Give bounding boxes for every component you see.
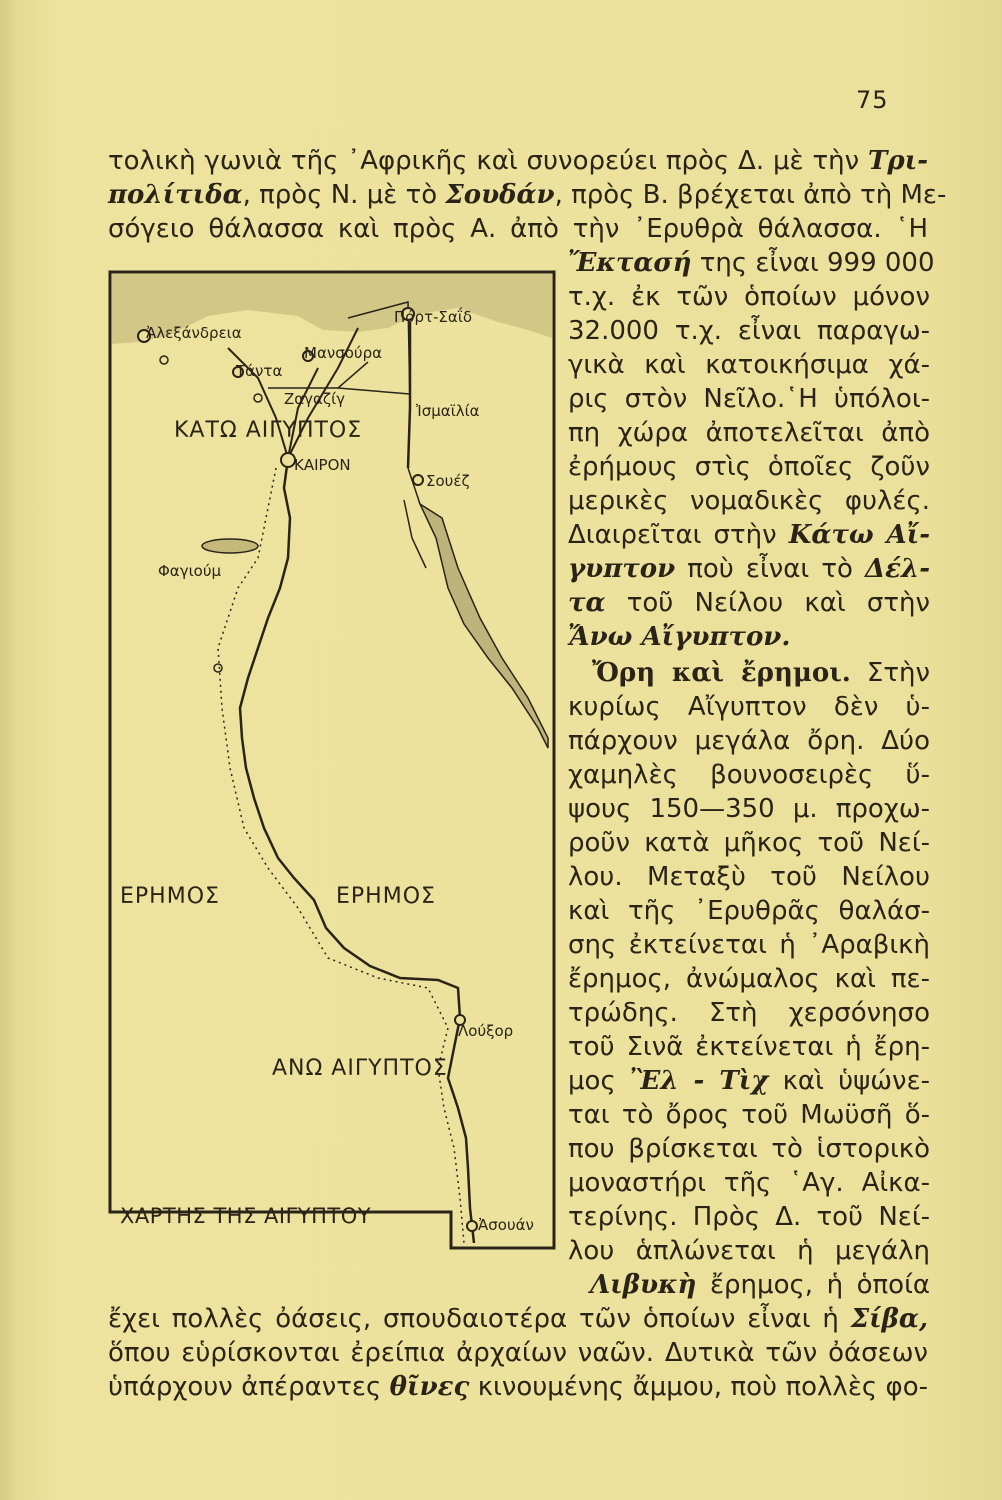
map-label-western-desert: ΕΡΗΜΟΣ [120,884,220,909]
text-line: τερίνης. Πρὸς Δ. τοῦ Νεί- [568,1202,930,1232]
map-label-fayoum: Φαγιούμ [158,562,222,580]
map-label-port-said: Πόρτ-Σαΐδ [394,308,473,326]
emphasis-term: Σίβα, [850,1304,928,1334]
map-label-upper-egypt: ΑΝΩ ΑΙΓΥΠΤΟΣ [272,1056,448,1081]
emphasis-term: Ἔκτασή [568,248,692,278]
map-label-eastern-desert: ΕΡΗΜΟΣ [336,884,436,909]
town-marker [160,356,168,364]
text-line: ἔρημος, ἀνώμαλος καὶ πε- [568,964,930,994]
text-span: τοῦ Νείλου καὶ στὴν [605,588,930,618]
text-line: ρις στὸν Νεῖλο.῾Η ὑπόλοι- [568,384,930,414]
cairo-marker [281,453,295,467]
aswan-marker [467,1221,477,1231]
text-line: σης ἐκτείνεται ἡ ᾿Αραβικὴ [568,930,930,960]
text-line: μερικὲς νομαδικὲς φυλές. [568,486,930,516]
text-span: σόγειο θάλασσα καὶ πρὸς Α. ἀπὸ τὴν ᾿Ερυθρὰ θάλασσα. ῾Η [108,214,928,244]
text-line [568,588,930,618]
emphasis-term: Κάτω Αἴ- [788,520,930,550]
cultivated-boundary [218,468,464,1243]
map-label-luxor: Λούξορ [458,1022,514,1040]
text-span: κινουμένης ἄμμου, ποὺ πολλὲς φο- [469,1372,928,1402]
text-span: , πρὸς Β. βρέχεται ἀπὸ τὴ Με- [554,180,947,210]
egypt-map [108,268,560,1256]
emphasis-term: Σουδάν [445,180,555,210]
map-label-tanta: Τάντα [236,362,283,380]
text-line [108,214,928,244]
text-line: γικὰ καὶ κατοικήσιμα χά- [568,350,930,380]
text-line [568,248,935,278]
egypt-map-drawing [108,268,560,1256]
town-marker [254,394,262,402]
emphasis-term: Ἒλ - Τὶχ [629,1066,769,1096]
emphasis-term: θῖνες [389,1372,470,1402]
map-label-ismailia: Ἰσμαϊλία [416,402,480,420]
text-line: τοῦ Σινᾶ ἐκτείνεται ἡ ἔρη- [568,1032,930,1062]
map-label-mansoura: Μανσούρα [304,344,382,362]
map-label-lower-egypt: ΚΑΤΩ ΑΙΓΥΠΤΟΣ [174,418,363,443]
text-line: πη χώρα ἀποτελεῖται ἀπὸ [568,418,930,448]
map-label-cairo: ΚΑΙΡΟΝ [294,456,351,474]
text-line [590,1270,930,1300]
emphasis-term: τα [568,588,606,618]
map-caption: ΧΑΡΤΗΣ ΤΗΣ ΑΙΓΥΠΤΟΥ [120,1204,372,1228]
text-line: καὶ τῆς ᾿Ερυθρᾶς θαλάσ- [568,896,930,926]
text-span: της εἶναι 999 000 [691,248,935,278]
map-label-aswan: Ἀσουάν [478,1216,534,1234]
map-label-zagazig: Ζαγαζίγ [284,390,346,408]
text-span: ἔχει πολλὲς ὀάσεις, σπουδαιοτέρα τῶν ὁποίων εἶναι ἡ [108,1304,851,1334]
text-line [108,1304,928,1334]
text-span: , πρὸς Ν. μὲ τὸ [242,180,446,210]
red-sea [420,504,548,748]
emphasis-term: Ἄνω Αἴγυπτον. [568,622,791,652]
section-heading-line [592,658,930,688]
emphasis-term: πολίτιδα [108,180,243,210]
text-span: ἔρημος, ἡ ὁποία [696,1270,930,1300]
text-span: μος [568,1066,630,1096]
text-line [108,146,928,176]
suez-marker [413,475,423,485]
emphasis-term: Δέλ- [865,554,930,584]
text-span: Διαιρεῖται στὴν [568,520,789,550]
text-span: ποὺ εἶναι τὸ [675,554,865,584]
text-line [568,554,930,584]
text-line: λου. Μεταξὺ τοῦ Νείλου [568,862,930,892]
text-line: ται τὸ ὄρος τοῦ Μωϋσῆ ὅ- [568,1100,930,1130]
text-line: κυρίως Αἴγυπτον δὲν ὑ- [568,692,930,722]
text-line: τ.χ. ἐκ τῶν ὁποίων μόνον [568,282,930,312]
text-line [568,622,930,652]
text-line: ροῦν κατὰ μῆκος τοῦ Νεί- [568,828,930,858]
emphasis-term: Τρι- [867,146,928,176]
text-span: ὑπάρχουν ἀπέραντες [108,1372,390,1402]
text-span: τολικὴ γωνιὰ τῆς ᾿Αφρικῆς καὶ συνορεύει πρὸς Δ. μὲ τὴν [108,146,868,176]
text-line: λου ἁπλώνεται ἡ μεγάλη [568,1236,930,1266]
text-line: χαμηλὲς βουνοσειρὲς ὕ- [568,760,930,790]
text-line: 32.000 τ.χ. εἶναι παραγω- [568,316,930,346]
text-span: καὶ ὑψώνε- [768,1066,931,1096]
oasis-marker [214,664,222,672]
text-line: πάρχουν μεγάλα ὄρη. Δύο [568,726,930,756]
text-line: ἐρήμους στὶς ὁποῖες ζοῦν [568,452,930,482]
text-line [568,520,930,550]
emphasis-term: Λιβυκὴ [590,1270,697,1300]
text-line: ὅπου εὑρίσκονται ἐρείπια ἀρχαίων ναῶν. Δυτικὰ τῶν ὀάσεων [108,1338,928,1368]
text-line: μοναστήρι τῆς ῾Αγ. Αἰκα- [568,1168,930,1198]
text-line [568,1066,930,1096]
page-number: 75 [856,86,889,114]
map-label-suez: Σουέζ [426,472,470,490]
nile-river [240,458,474,1243]
section-heading: Ὄρη καὶ ἔρημοι. [592,658,851,688]
text-span: Στὴν [850,658,930,688]
text-line [108,180,947,210]
emphasis-term: γυπτον [568,554,676,584]
text-line [108,1372,928,1402]
text-line: που βρίσκεται τὸ ἱστορικὸ [568,1134,930,1164]
text-line: ψους 150—350 μ. προχω- [568,794,930,824]
fayoum-lake [202,539,258,553]
text-line: τρώδης. Στὴ χερσόνησο [568,998,930,1028]
map-label-alexandria: Ἀλεξάνδρεια [146,324,242,342]
